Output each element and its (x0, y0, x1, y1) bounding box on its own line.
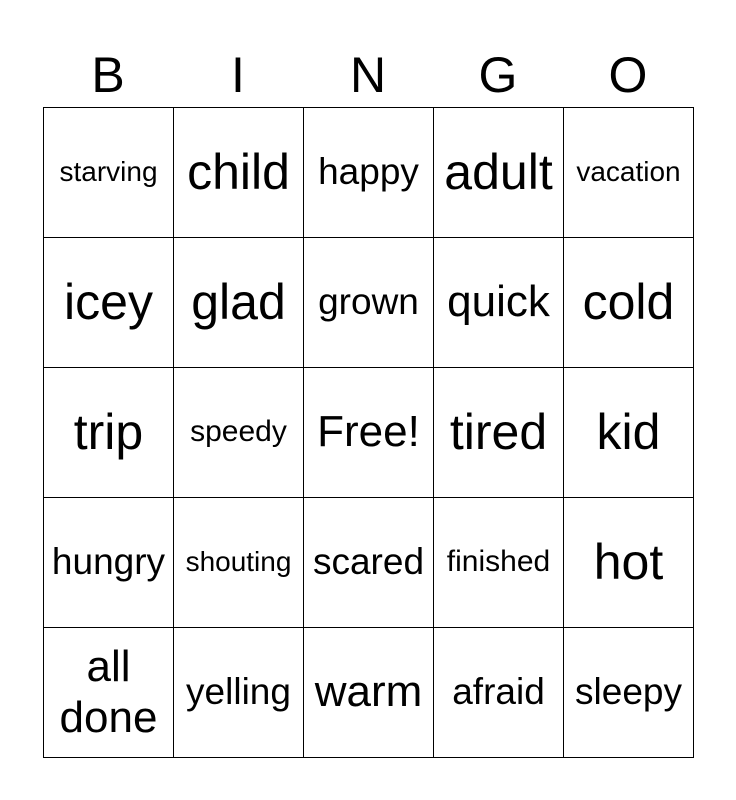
cell-label: finished (446, 545, 551, 579)
header-letter-i: I (231, 47, 245, 103)
cell-label: adult (444, 143, 553, 200)
cell-label: sleepy (575, 671, 682, 713)
bingo-cell[interactable] (174, 628, 304, 758)
bingo-cell[interactable] (564, 628, 694, 758)
bingo-cell free-space[interactable] (304, 368, 434, 498)
bingo-cell[interactable] (564, 238, 694, 368)
cell-label: quick (447, 277, 550, 327)
bingo-board (43, 107, 694, 758)
bingo-cell[interactable] (434, 628, 564, 758)
header-letter-n: N (349, 47, 387, 103)
header-letter-o: O (608, 47, 648, 103)
bingo-cell[interactable] (304, 238, 434, 368)
bingo-cell[interactable] (434, 238, 564, 368)
cell-label: starving (59, 156, 158, 188)
bingo-cell[interactable] (564, 368, 694, 498)
bingo-cell[interactable] (44, 498, 174, 628)
bingo-cell[interactable] (564, 108, 694, 238)
cell-label: trip (73, 403, 144, 460)
bingo-cell[interactable] (44, 238, 174, 368)
cell-label: all done (59, 641, 158, 742)
cell-label: vacation (576, 156, 681, 188)
cell-label: hot (593, 533, 664, 590)
cell-label: icey (64, 273, 153, 330)
header-letter-b: B (91, 47, 125, 103)
cell-label: kid (596, 403, 661, 460)
bingo-cell[interactable] (174, 498, 304, 628)
cell-label: warm (314, 667, 423, 717)
cell-label: glad (191, 273, 286, 330)
cell-label: yelling (186, 671, 291, 713)
cell-label: speedy (190, 415, 287, 449)
cell-label: grown (318, 281, 419, 323)
bingo-cell[interactable] (304, 108, 434, 238)
bingo-cell[interactable] (174, 108, 304, 238)
bingo-cell[interactable] (434, 498, 564, 628)
bingo-header (43, 44, 693, 106)
bingo-cell[interactable] (44, 108, 174, 238)
bingo-cell[interactable] (304, 628, 434, 758)
bingo-cell[interactable] (304, 498, 434, 628)
cell-label: Free! (317, 407, 420, 457)
cell-label: scared (312, 541, 425, 583)
bingo-cell[interactable] (434, 368, 564, 498)
cell-label: cold (582, 273, 675, 330)
bingo-cell[interactable] (174, 368, 304, 498)
header-letter-g: G (478, 47, 518, 103)
bingo-cell[interactable] (44, 628, 174, 758)
cell-label: happy (318, 151, 419, 193)
cell-label: shouting (185, 546, 292, 578)
bingo-cell[interactable] (434, 108, 564, 238)
cell-label: afraid (452, 671, 545, 713)
cell-label: tired (449, 403, 548, 460)
bingo-cell[interactable] (174, 238, 304, 368)
cell-label: hungry (51, 541, 166, 583)
bingo-cell[interactable] (44, 368, 174, 498)
bingo-cell[interactable] (564, 498, 694, 628)
cell-label: child (187, 143, 290, 200)
